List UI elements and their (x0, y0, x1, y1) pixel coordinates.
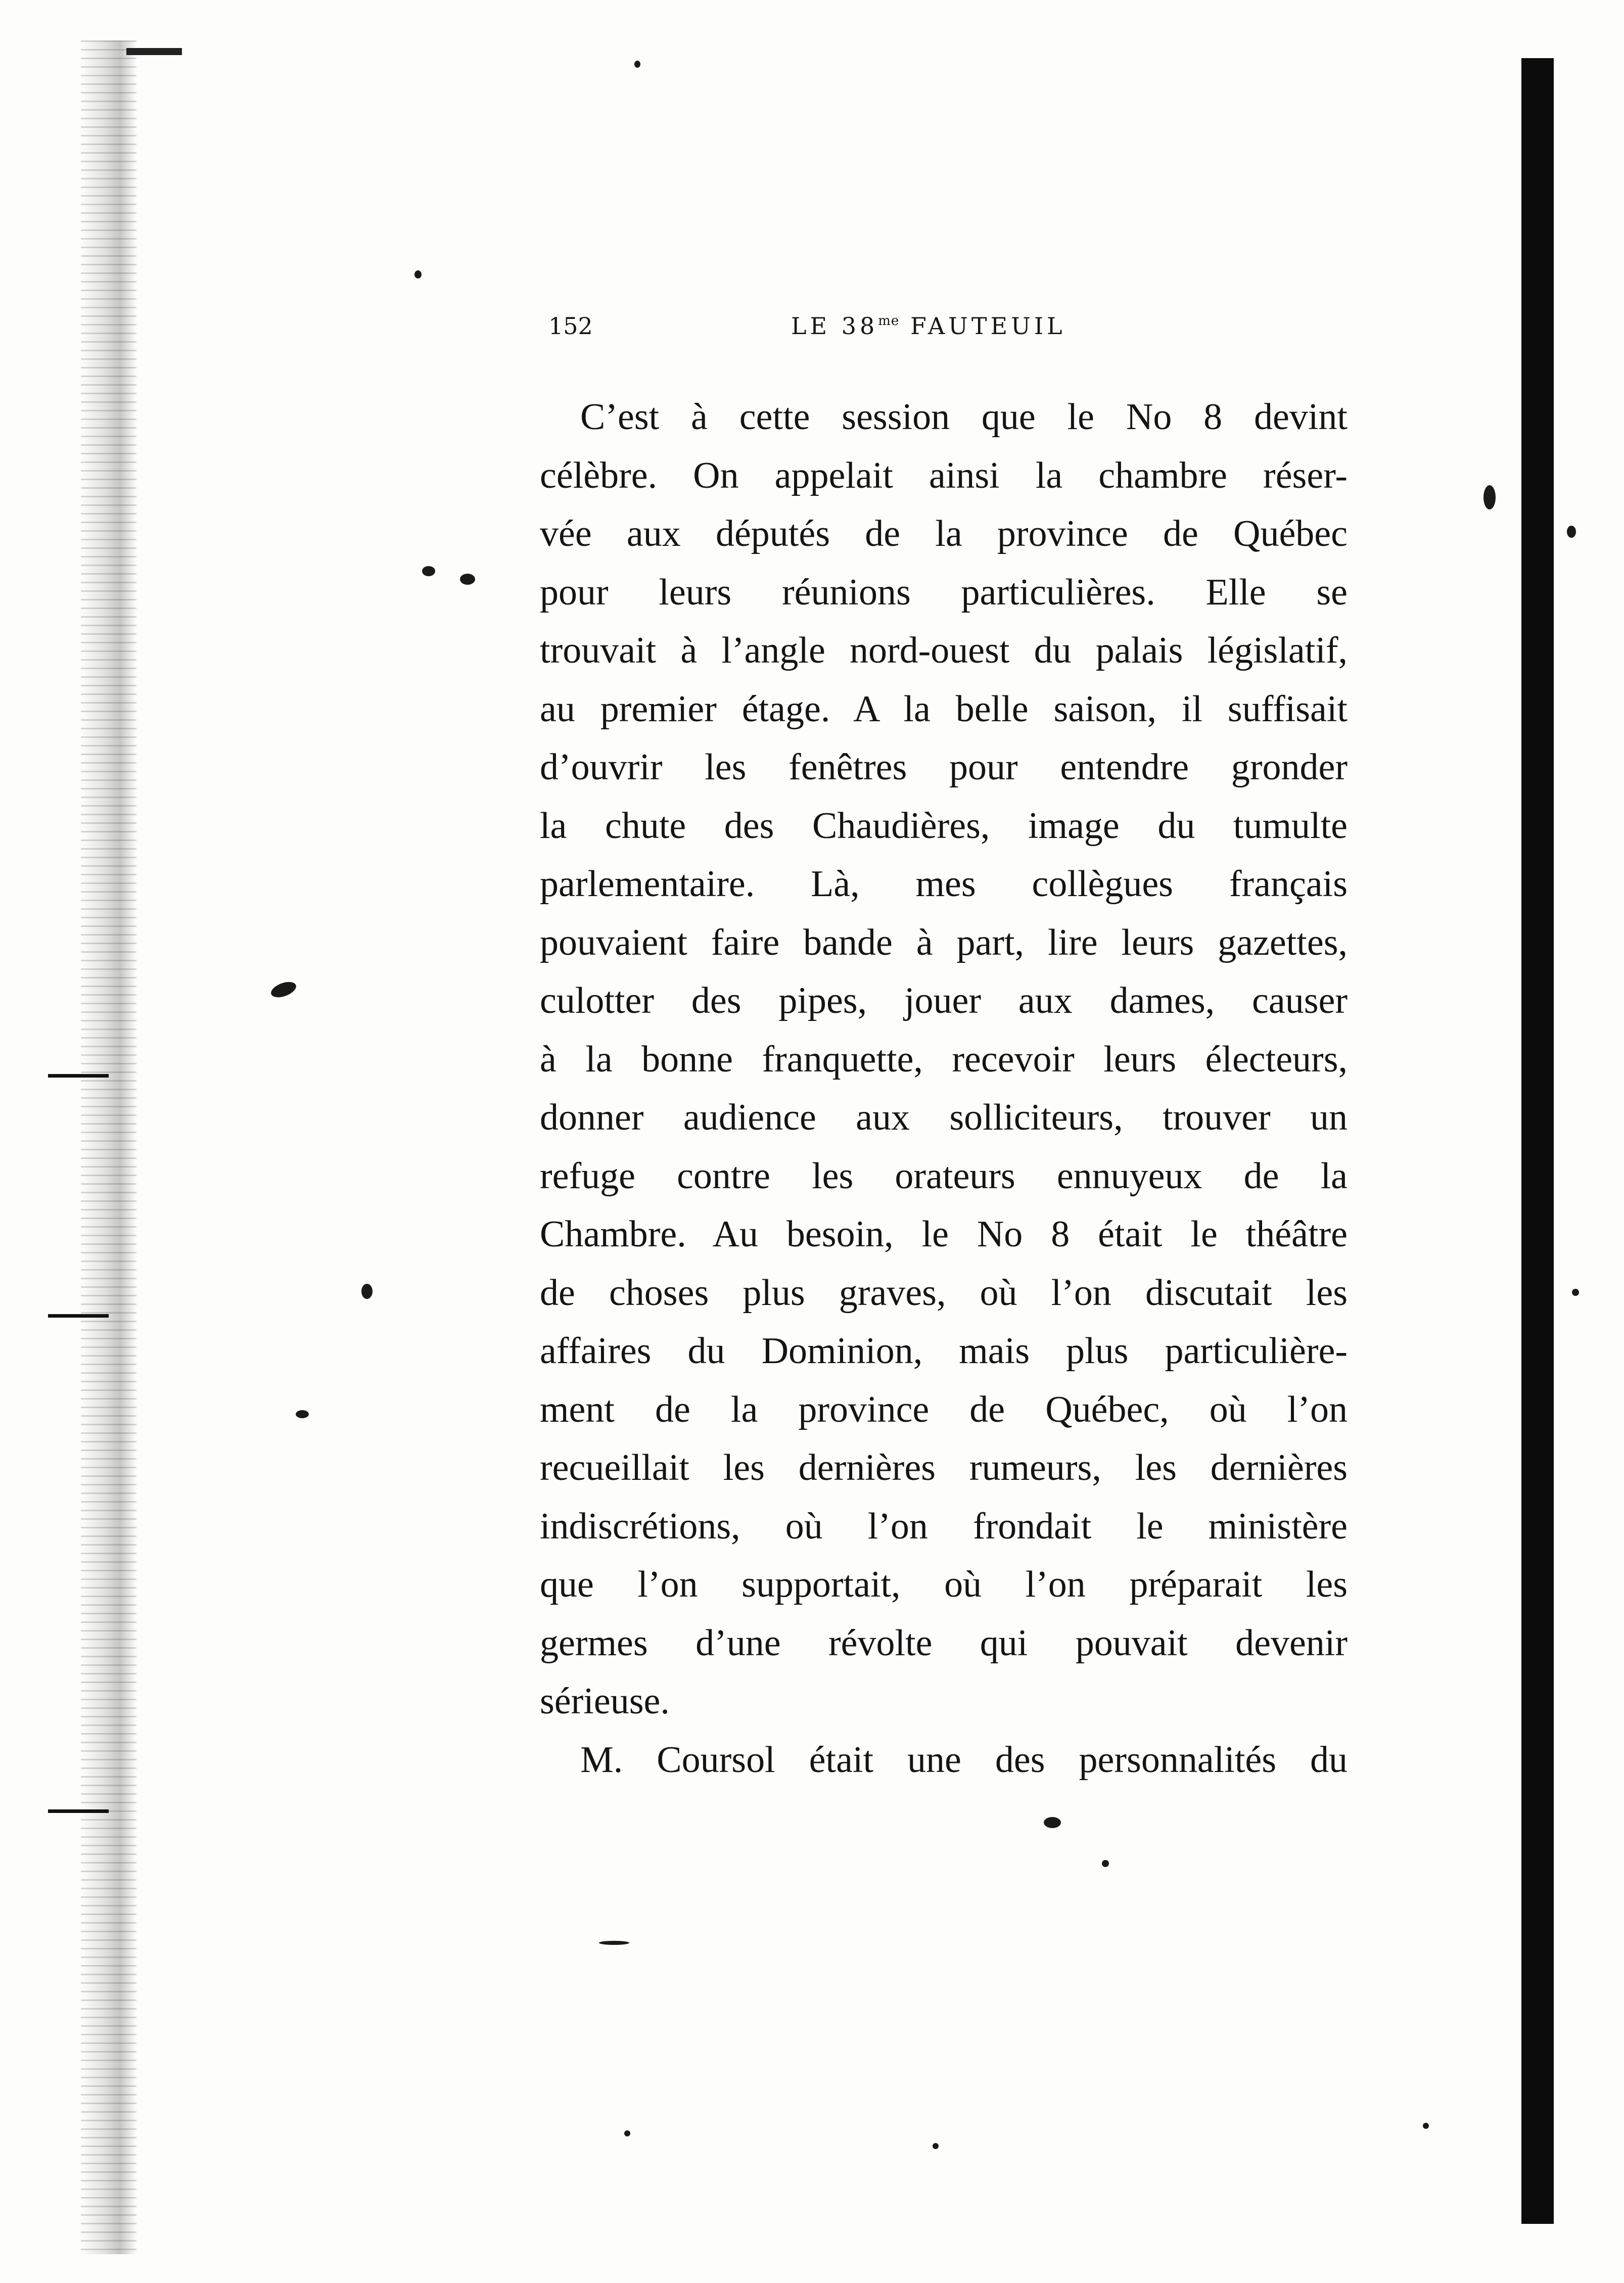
binding-mark (48, 1314, 109, 1318)
text-line: pour leurs réunions particulières. Elle se (540, 571, 1348, 613)
text-line: parlementaire. Là, mes collègues français (540, 863, 1348, 905)
scan-speck (1423, 2123, 1429, 2129)
running-title-prefix: LE 38 (791, 312, 878, 340)
text-line: vée aux députés de la province de Québec (540, 513, 1348, 554)
text-line: sérieuse. (540, 1681, 670, 1722)
binding-mark (48, 1074, 109, 1078)
scan-speck (422, 566, 435, 576)
scan-speck (624, 2130, 630, 2136)
text-line: pouvaient faire bande à part, lire leurs gazettes, (540, 921, 1348, 963)
text-line: célèbre. On appelait ainsi la chambre réser- (540, 454, 1348, 496)
scan-speck (933, 2143, 939, 2149)
scan-speck (1572, 1289, 1579, 1296)
scan-speck (1102, 1860, 1109, 1867)
binding-mark (48, 1809, 109, 1813)
scan-speck (1483, 485, 1496, 509)
body-text (540, 388, 1348, 1789)
page-number: 152 (548, 312, 593, 340)
scan-speck (634, 61, 640, 68)
text-line: au premier étage. A la belle saison, il suffisait (540, 688, 1348, 730)
scan-edge-bar (1521, 58, 1554, 2224)
text-line: que l’on supportait, où l’on préparait les (540, 1564, 1348, 1605)
scan-speck (1567, 526, 1576, 538)
text-line: à la bonne franquette, recevoir leurs électeurs, (540, 1038, 1348, 1080)
text-line: Chambre. Au besoin, le No 8 était le théâtre (540, 1214, 1348, 1255)
running-title-superscript: me (878, 313, 900, 329)
text-line: ment de la province de Québec, où l’on (540, 1388, 1348, 1430)
text-line: recueillait les dernières rumeurs, les dernières (540, 1447, 1348, 1488)
scan-speck (1044, 1817, 1061, 1828)
text-line: de choses plus graves, où l’on discutait les (540, 1272, 1348, 1314)
binding-top-mark (126, 48, 182, 55)
scan-speck (414, 270, 422, 278)
running-title-suffix: FAUTEUIL (910, 312, 1066, 340)
text-line: donner audience aux solliciteurs, trouver un (540, 1097, 1348, 1138)
text-line: germes d’une révolte qui pouvait devenir (540, 1622, 1348, 1664)
binding-edge (81, 40, 136, 2254)
scan-speck (269, 979, 298, 1000)
text-line: refuge contre les orateurs ennuyeux de la (540, 1155, 1348, 1197)
text-line: indiscrétions, où l’on frondait le ministère (540, 1505, 1348, 1547)
running-title (791, 312, 1066, 340)
text-line: culotter des pipes, jouer aux dames, causer (540, 980, 1348, 1021)
scan-speck (296, 1410, 309, 1418)
text-line: M. Coursol était une des personnalités du (580, 1739, 1348, 1781)
text-line: affaires du Dominion, mais plus particulière- (540, 1330, 1348, 1372)
running-head (548, 312, 1120, 353)
text-line: d’ouvrir les fenêtres pour entendre gronder (540, 747, 1348, 788)
scan-speck (460, 574, 475, 585)
scan-speck (361, 1284, 373, 1299)
text-line: C’est à cette session que le No 8 devint (580, 396, 1348, 438)
text-line: trouvait à l’angle nord-ouest du palais législatif, (540, 630, 1348, 671)
text-line: la chute des Chaudières, image du tumulte (540, 805, 1348, 847)
scan-speck (599, 1941, 629, 1945)
